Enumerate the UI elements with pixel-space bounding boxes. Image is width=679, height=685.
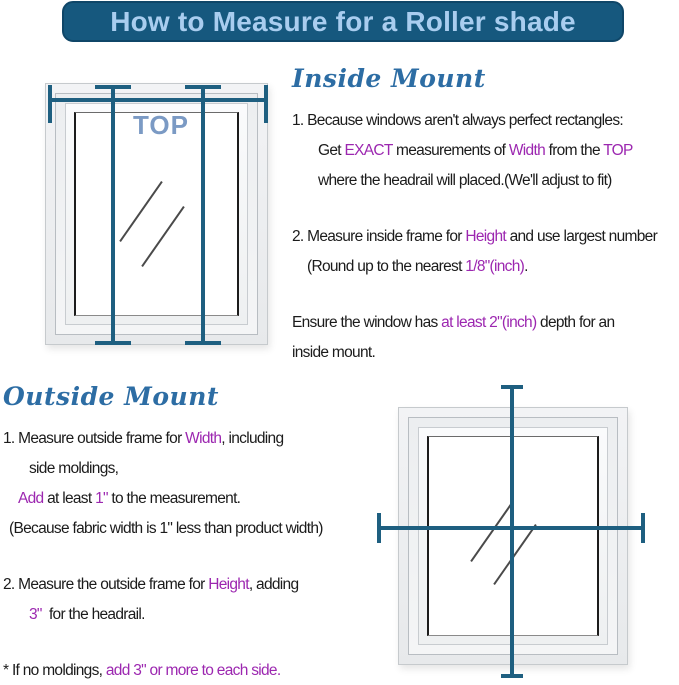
text-segment: Height [465,228,506,245]
inside-mount-heading: Inside Mount [292,64,486,93]
text-segment: at least 2"(inch) [441,314,537,331]
text-segment: where the headrail will placed.(We'll adjust to fit) [318,172,612,189]
text-segment: Height [208,576,249,593]
text-segment: TOP [603,142,633,159]
width-measure-line [49,98,268,102]
text-segment: Width [508,142,545,159]
paragraph [292,106,679,196]
paragraph [292,222,679,282]
text-segment: from the [545,142,604,159]
height-measure-cap-top [185,85,221,89]
width-measure-cap-right [641,513,645,543]
text-segment: Width [185,430,222,447]
height-measure-cap-bottom [95,341,131,345]
height-measure-cap-top [501,385,523,389]
text-line [292,166,679,196]
text-segment: for the headrail. [41,606,145,623]
text-segment: 3" [29,606,42,623]
paragraph [3,656,385,685]
height-measure-line-right [201,87,205,345]
glass-reflection-line [119,181,163,242]
text-line [3,424,385,454]
text-segment: EXACT [344,142,393,159]
inside-mount-section [292,62,679,394]
text-segment: 1" [95,490,108,507]
text-segment: 1/8"(inch) [465,258,525,275]
text-line [292,338,679,368]
height-measure-line-left [111,87,115,345]
glass-reflection-line [141,206,185,267]
height-measure-cap-bottom [185,341,221,345]
text-segment: inside mount. [292,344,376,361]
outside-mount-section [3,380,385,685]
text-segment: , adding [248,576,299,593]
page-title: How to Measure for a Roller shade [110,5,576,37]
text-segment: depth for an [536,314,615,331]
text-segment: Get [318,142,345,159]
text-line [292,252,679,282]
glass-reflection-line [493,524,537,585]
text-segment: Add [18,490,44,507]
text-segment: (Round up to the nearest [307,258,466,275]
text-line [292,222,679,252]
text-segment: . [524,258,528,275]
width-measure-cap-left [377,513,381,543]
text-line [3,484,385,514]
text-segment: and use largest number [505,228,658,245]
top-label: TOP [133,110,189,140]
paragraph [3,570,385,630]
text-segment: * If no moldings, [3,662,106,679]
text-line [3,570,385,600]
text-line [3,600,385,630]
text-line [292,106,679,136]
outside-mount-heading: Outside Mount [3,382,219,411]
text-line [3,656,385,685]
width-measure-tick-right [264,85,268,123]
text-line [3,454,385,484]
outside-mount-text [3,424,385,685]
text-segment: to the measurement. [107,490,241,507]
text-segment: (Because fabric width is 1" less than product width) [9,520,323,537]
paragraph [3,424,385,544]
text-segment: measurements of [392,142,509,159]
width-measure-line [378,526,644,530]
height-measure-cap-bottom [501,674,523,678]
text-segment: 1. Because windows aren't always perfect rectangles: [292,112,623,129]
text-segment: , including [221,430,284,447]
text-segment: 2. Measure inside frame for [292,228,466,245]
text-segment: add 3" or more to each side. [105,662,281,679]
text-segment: 1. Measure outside frame for [3,430,186,447]
window-glass [74,112,239,316]
text-line [292,136,679,166]
text-segment: Ensure the window has [292,314,442,331]
height-measure-cap-top [95,85,131,89]
height-measure-line [510,387,514,678]
title-bar [62,1,624,42]
width-measure-tick-left [48,85,52,123]
paragraph [292,308,679,368]
text-line [292,308,679,338]
text-segment: at least [43,490,96,507]
inside-mount-text [292,106,679,368]
glass-reflection-line [470,501,514,562]
text-line [3,514,385,544]
text-segment: 2. Measure the outside frame for [3,576,209,593]
text-segment: side moldings, [29,460,119,477]
